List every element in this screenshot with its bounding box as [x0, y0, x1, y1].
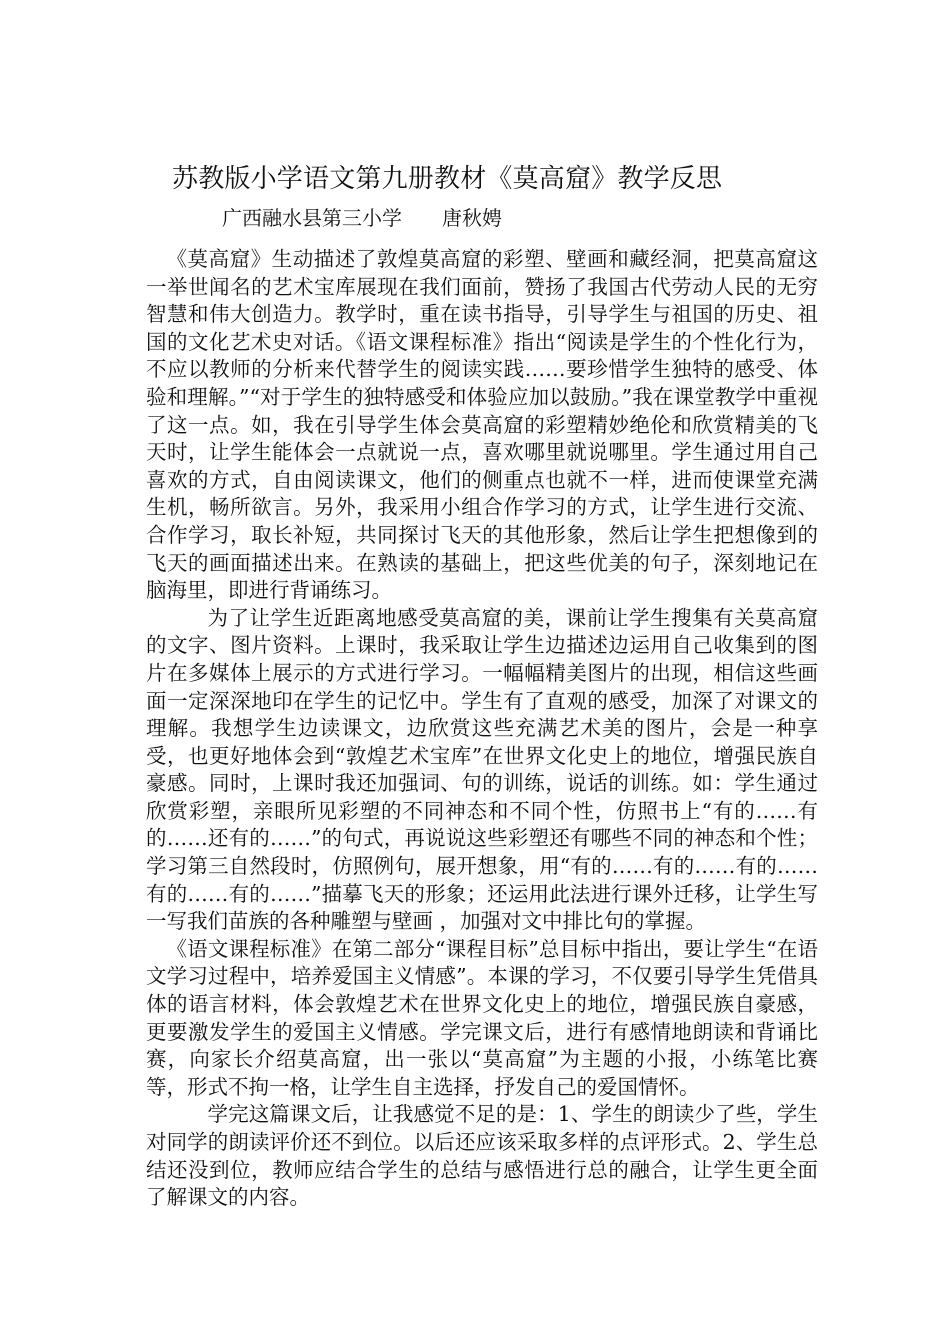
author-line: 广西融水县第三小学 唐秋娉	[222, 206, 502, 230]
paragraph-4: 学完这篇课文后，让我感觉不足的是：1、学生的朗读少了些，学生对同学的朗读评价还不到位。以后还应该采取多样的点评形式。2、学生总结还没到位，教师应结合学生的总结与感悟进行总的融合，让学生更全面了解课文的内容。	[146, 1102, 818, 1210]
paragraph-2: 为了让学生近距离地感受莫高窟的美，课前让学生搜集有关莫高窟的文字、图片资料。上课时，我采取让学生边描述边运用自己收集到的图片在多媒体上展示的方式进行学习。一幅幅精美图片的出现，相信这些画面一定深深地印在学生的记忆中。学生有了直观的感受，加深了对课文的理解。我想学生边读课文，边欣赏这些充满艺术美的图片，会是一种享受，也更好地体会到“敦煌艺术宝库”在世界文化史上的地位，增强民族自豪感。同时，上课时我还加强词、句的训练，说话的训练。如：学生通过欣赏彩塑，亲眼所见彩塑的不同神态和不同个性，仿照书上“有的……有的……还有的……”的句式，再说说这些彩塑还有哪些不同的神态和个性；学习第三自然段时，仿照例句，展开想象，用“有的……有的……有的……有的……有的……”描摹飞天的形象；还运用此法进行课外迁移，让学生写一写我们苗族的各种雕塑与壁画 ，加强对文中排比句的掌握。	[146, 605, 818, 934]
paragraph-3: 《语文课程标准》在第二部分“课程目标”总目标中指出，要让学生“在语文学习过程中，培养爱国主义情感”。本课的学习，不仅要引导学生凭借具体的语言材料，体会敦煌艺术在世界文化史上的地位，增强民族自豪感，更要激发学生的爱国主义情感。学完课文后，进行有感情地朗读和背诵比赛，向家长介绍莫高窟，出一张以“莫高窟”为主题的小报，小练笔比赛等，形式不拘一格，让学生自主选择，抒发自己的爱国情怀。	[146, 936, 818, 1099]
document-body	[146, 246, 818, 1212]
paragraph-1: 《莫高窟》生动描述了敦煌莫高窟的彩塑、壁画和藏经洞，把莫高窟这一举世闻名的艺术宝库展现在我们面前，赞扬了我国古代劳动人民的无穷智慧和伟大创造力。教学时，重在读书指导，引导学生与祖国的历史、祖国的文化艺术史对话。《语文课程标准》指出“阅读是学生的个性化行为，不应以教师的分析来代替学生的阅读实践……要珍惜学生独特的感受、体验和理解。”“对于学生的独特感受和体验应加以鼓励。”我在课堂教学中重视了这一点。如，我在引导学生体会莫高窟的彩塑精妙绝伦和欣赏精美的飞天时，让学生能体会一点就说一点，喜欢哪里就说哪里。学生通过用自己喜欢的方式，自由阅读课文，他们的侧重点也就不一样，进而使课堂充满生机，畅所欲言。另外，我采用小组合作学习的方式，让学生进行交流、合作学习，取长补短，共同探讨飞天的其他形象，然后让学生把想像到的飞天的画面描述出来。在熟读的基础上，把这些优美的句子，深刻地记在脑海里，即进行背诵练习。	[146, 247, 818, 603]
document-title: 苏教版小学语文第九册教材《莫高窟》教学反思	[172, 164, 723, 194]
